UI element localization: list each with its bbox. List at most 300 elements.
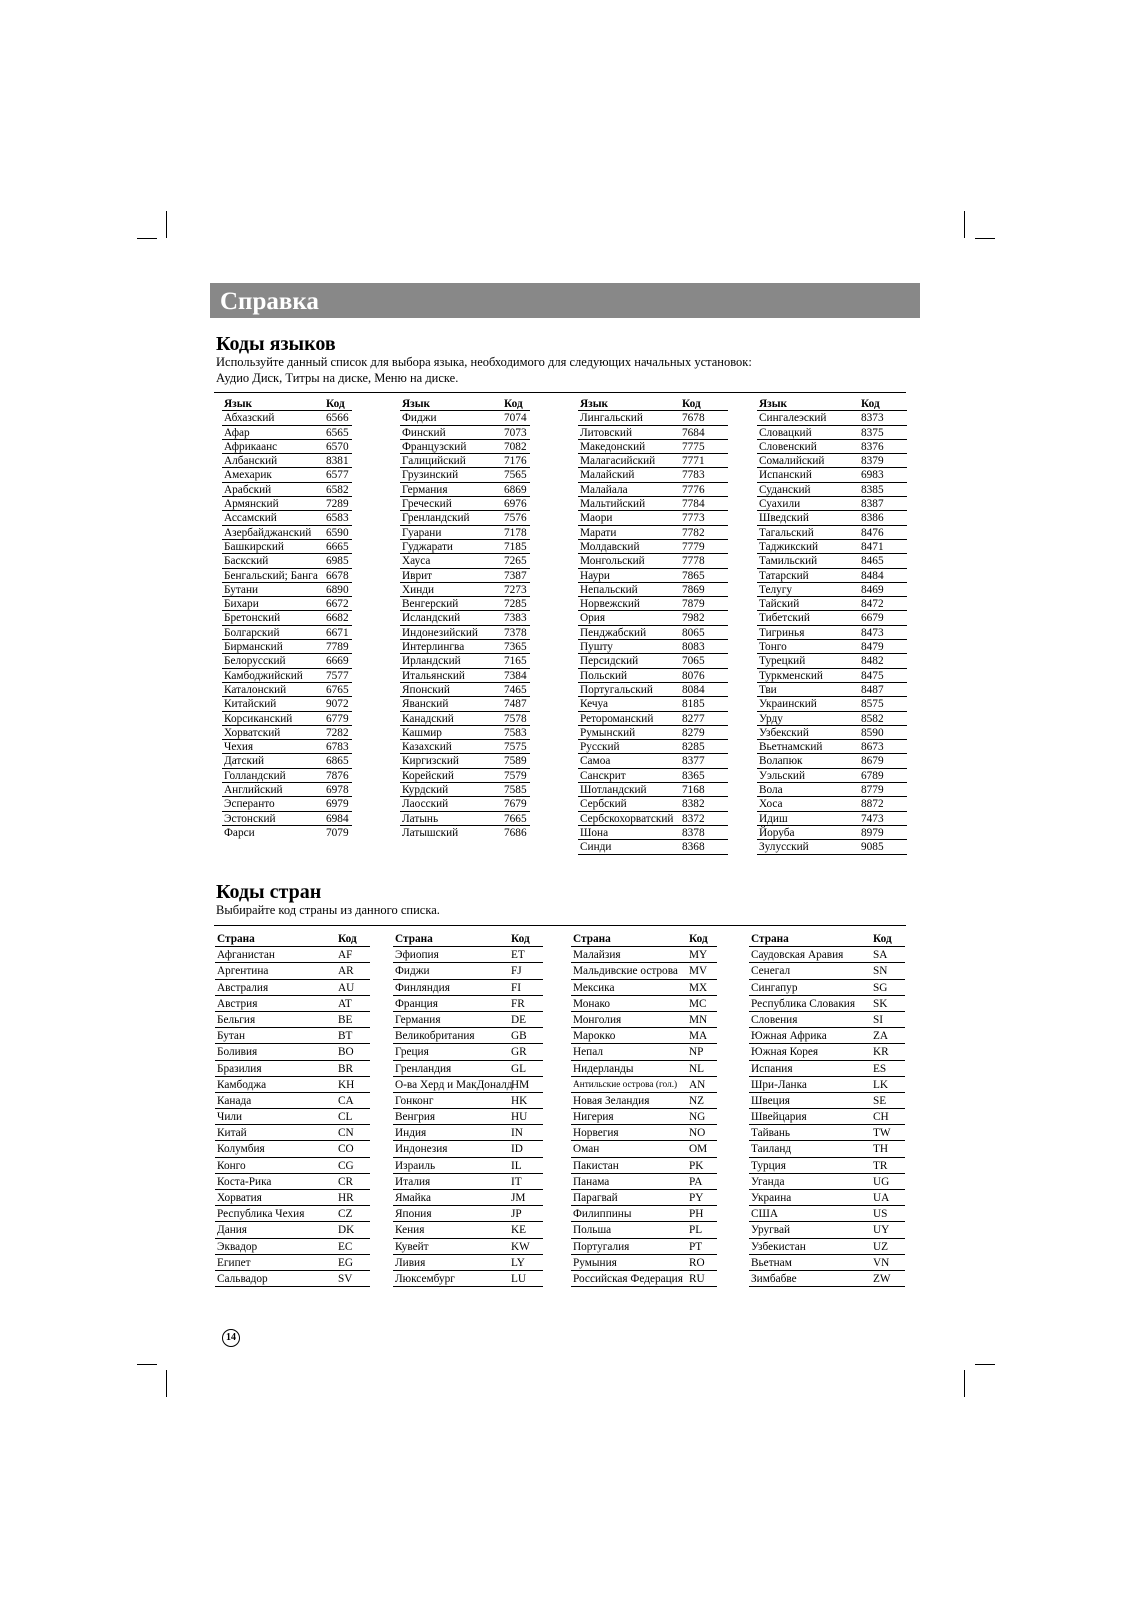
- row-code: 8487: [861, 683, 884, 696]
- row-name: Румынский: [580, 726, 636, 739]
- row-name: Израиль: [395, 1159, 436, 1172]
- row-name: Эстонский: [224, 812, 276, 825]
- row-name: Саудовская Аравия: [751, 949, 844, 962]
- row-name: Словения: [751, 1013, 798, 1026]
- row-code: 6577: [326, 469, 349, 482]
- table-row: [578, 697, 728, 711]
- table-row: [215, 1190, 370, 1206]
- column-header-name: Страна: [395, 933, 433, 945]
- row-code: SN: [873, 965, 888, 978]
- table-row: [571, 1141, 717, 1157]
- row-code: CZ: [338, 1208, 353, 1221]
- row-name: Непал: [573, 1046, 603, 1059]
- row-code: 8590: [861, 726, 884, 739]
- table-row: [578, 626, 728, 640]
- table-row: [578, 769, 728, 783]
- table-row: [215, 1239, 370, 1255]
- table-row: [571, 947, 717, 963]
- table-row: [222, 683, 352, 697]
- row-name: Южная Корея: [751, 1046, 819, 1059]
- row-code: 7168: [682, 784, 705, 797]
- row-code: TR: [873, 1159, 888, 1172]
- table-row: [222, 697, 352, 711]
- row-code: VN: [873, 1256, 890, 1269]
- row-name: Франция: [395, 997, 438, 1010]
- row-code: 7779: [682, 540, 705, 553]
- row-code: BO: [338, 1046, 354, 1059]
- row-code: 8385: [861, 483, 884, 496]
- row-name: Японский: [402, 683, 450, 696]
- table-row: [393, 963, 543, 979]
- row-name: Турецкий: [759, 655, 806, 668]
- table-row: [400, 712, 530, 726]
- column-header-name: Страна: [217, 933, 255, 945]
- row-name: Дания: [217, 1224, 248, 1237]
- row-name: Кечуа: [580, 698, 609, 711]
- row-name: Лингальский: [580, 412, 643, 425]
- table-row: [400, 769, 530, 783]
- row-name: Синди: [580, 841, 612, 854]
- row-name: Австрия: [217, 997, 258, 1010]
- row-name: Российская Федерация: [573, 1272, 683, 1285]
- row-code: 6779: [326, 712, 349, 725]
- row-code: 6985: [326, 555, 349, 568]
- row-name: Шона: [580, 826, 609, 839]
- row-code: GR: [511, 1046, 527, 1059]
- row-code: 7865: [682, 569, 705, 582]
- language-codes-intro-line1: Используйте данный список для выбора языка, необходимого для следующих начальных установок:: [216, 355, 752, 369]
- row-name: Урду: [759, 712, 783, 725]
- row-code: PT: [689, 1240, 703, 1253]
- table-row: [393, 1061, 543, 1077]
- row-name: Мальтийский: [580, 498, 646, 511]
- table-row: [749, 1061, 905, 1077]
- row-code: 8365: [682, 769, 705, 782]
- row-code: LY: [511, 1256, 525, 1269]
- row-code: 8376: [861, 440, 884, 453]
- table-row: [757, 426, 907, 440]
- row-name: Хинди: [402, 583, 435, 596]
- row-code: 8472: [861, 598, 884, 611]
- row-name: Башкирский: [224, 540, 284, 553]
- row-code: 7065: [682, 655, 705, 668]
- table-row: [222, 611, 352, 625]
- column-header-name: Язык: [224, 398, 253, 410]
- row-name: Галицийский: [402, 455, 466, 468]
- row-name: Антильские острова (гол.): [573, 1079, 678, 1090]
- row-code: JM: [511, 1192, 526, 1204]
- row-code: 6983: [861, 469, 884, 482]
- row-code: 7776: [682, 483, 705, 496]
- table-row: [400, 497, 530, 511]
- table-row: [222, 468, 352, 482]
- table-row: [222, 569, 352, 583]
- table-row: [757, 626, 907, 640]
- row-code: 7577: [326, 669, 349, 682]
- table-row: [571, 1174, 717, 1190]
- row-code: 6678: [326, 569, 349, 582]
- table-row: [749, 1093, 905, 1109]
- row-code: JP: [511, 1208, 522, 1221]
- row-name: Бельгия: [217, 1013, 256, 1026]
- row-code: 8076: [682, 669, 705, 682]
- table-row: [215, 1206, 370, 1222]
- table-row: [393, 1044, 543, 1060]
- row-name: Канада: [217, 1094, 252, 1107]
- row-name: Малайский: [580, 469, 635, 482]
- row-code: BR: [338, 1062, 354, 1075]
- table-row: [393, 1093, 543, 1109]
- row-code: 8083: [682, 641, 705, 654]
- row-code: 7289: [326, 498, 349, 511]
- row-code: 6682: [326, 612, 349, 625]
- row-code: 7074: [504, 412, 527, 425]
- table-row: [571, 963, 717, 979]
- row-name: Пакистан: [573, 1159, 619, 1172]
- row-name: Фиджи: [395, 965, 430, 978]
- row-code: OM: [689, 1143, 708, 1156]
- table-row: [749, 947, 905, 963]
- row-code: 8377: [682, 755, 705, 768]
- row-name: Армянский: [224, 498, 279, 511]
- column-header: [393, 931, 543, 947]
- row-code: 7679: [504, 798, 527, 811]
- row-name: Албанский: [224, 455, 278, 468]
- row-code: 8779: [861, 784, 884, 797]
- row-code: EG: [338, 1256, 354, 1269]
- table-row: [757, 454, 907, 468]
- row-name: Венгерский: [402, 598, 459, 611]
- row-name: Португалия: [573, 1240, 630, 1253]
- row-code: ET: [511, 949, 525, 962]
- row-name: Африкаанс: [224, 440, 278, 453]
- row-code: 7784: [682, 498, 705, 511]
- table-row: [393, 947, 543, 963]
- column-header: [757, 397, 907, 411]
- row-name: Молдавский: [580, 540, 640, 553]
- table-row: [222, 540, 352, 554]
- row-name: Болгарский: [224, 626, 280, 639]
- row-name: Тибетский: [759, 612, 810, 625]
- table-row: [400, 554, 530, 568]
- row-name: Португальский: [580, 683, 653, 696]
- table-row: [393, 996, 543, 1012]
- table-row: [222, 497, 352, 511]
- row-name: Гренландия: [395, 1062, 452, 1075]
- table-row: [749, 1239, 905, 1255]
- table-row: [393, 1077, 543, 1093]
- row-name: Норвегия: [573, 1127, 619, 1140]
- table-row: [578, 468, 728, 482]
- table-row: [400, 669, 530, 683]
- lang-column: [578, 397, 728, 855]
- row-name: Тайвань: [751, 1127, 791, 1140]
- table-row: [400, 483, 530, 497]
- table-row: [222, 783, 352, 797]
- row-name: Тигринья: [759, 626, 805, 639]
- row-code: HK: [511, 1094, 528, 1107]
- row-code: 8979: [861, 826, 884, 839]
- row-code: 7165: [504, 655, 527, 668]
- row-name: Фиджи: [402, 412, 437, 425]
- table-row: [215, 1028, 370, 1044]
- row-name: Чили: [217, 1111, 243, 1124]
- row-code: 7265: [504, 555, 527, 568]
- table-row: [571, 1077, 717, 1093]
- row-code: 6765: [326, 683, 349, 696]
- row-name: Арабский: [224, 483, 272, 496]
- table-row: [222, 554, 352, 568]
- row-code: 9072: [326, 698, 349, 711]
- table-row: [578, 440, 728, 454]
- header-banner: [210, 283, 920, 318]
- table-row: [222, 454, 352, 468]
- row-name: Хауса: [402, 555, 431, 568]
- table-row: [749, 1255, 905, 1271]
- table-row: [749, 1141, 905, 1157]
- row-name: Чехия: [224, 741, 254, 754]
- table-row: [749, 963, 905, 979]
- row-name: Гуджарати: [402, 540, 453, 553]
- row-code: 7778: [682, 555, 705, 568]
- row-code: 7285: [504, 598, 527, 611]
- row-name: Марати: [580, 526, 617, 539]
- row-code: 8575: [861, 698, 884, 711]
- row-code: RU: [689, 1272, 705, 1285]
- table-row: [578, 426, 728, 440]
- row-code: 8277: [682, 712, 705, 725]
- row-code: 7365: [504, 641, 527, 654]
- row-code: 6566: [326, 412, 349, 425]
- table-row: [393, 1028, 543, 1044]
- table-row: [571, 1190, 717, 1206]
- table-row: [757, 569, 907, 583]
- table-row: [757, 840, 907, 854]
- row-code: ES: [873, 1062, 887, 1075]
- row-code: PY: [689, 1192, 704, 1204]
- table-row: [749, 1206, 905, 1222]
- row-name: Уругвай: [751, 1224, 791, 1237]
- table-row: [571, 1044, 717, 1060]
- crop-mark: [964, 1370, 965, 1397]
- row-name: Монголия: [573, 1013, 622, 1026]
- row-name: Сингалеэский: [759, 412, 827, 425]
- row-name: Китай: [217, 1127, 247, 1140]
- row-name: Великобритания: [395, 1030, 475, 1043]
- row-code: FJ: [511, 965, 522, 978]
- row-name: Боливия: [217, 1046, 258, 1059]
- row-name: Самоа: [580, 755, 611, 768]
- language-codes-intro-line2: Аудио Диск, Титры на диске, Меню на диске.: [216, 371, 459, 385]
- table-row: [757, 597, 907, 611]
- row-code: 8471: [861, 540, 884, 553]
- row-code: KR: [873, 1046, 889, 1059]
- table-row: [578, 812, 728, 826]
- row-code: 8084: [682, 683, 705, 696]
- row-name: Бенгальский; Банга: [224, 569, 318, 582]
- row-name: Панама: [573, 1175, 610, 1188]
- row-name: Итальянский: [402, 669, 465, 682]
- table-row: [393, 980, 543, 996]
- row-name: Гуарани: [402, 526, 442, 539]
- ctry-column: [393, 931, 543, 1287]
- table-row: [578, 411, 728, 425]
- table-row: [571, 1158, 717, 1174]
- page-title: Справка: [220, 288, 319, 315]
- row-code: MY: [689, 949, 708, 962]
- table-row: [400, 697, 530, 711]
- table-row: [215, 1109, 370, 1125]
- row-code: RO: [689, 1256, 705, 1269]
- table-row: [578, 526, 728, 540]
- row-code: BE: [338, 1013, 353, 1026]
- column-header: [215, 931, 370, 947]
- row-name: Азербайджанский: [224, 526, 312, 539]
- row-name: Сомалийский: [759, 455, 825, 468]
- row-name: Тайский: [759, 598, 800, 611]
- ctry-column: [749, 931, 905, 1287]
- row-name: Греческий: [402, 498, 452, 511]
- table-row: [578, 597, 728, 611]
- row-code: 8673: [861, 741, 884, 754]
- row-name: Германия: [395, 1013, 441, 1026]
- table-row: [571, 996, 717, 1012]
- row-code: UG: [873, 1175, 890, 1188]
- table-row: [757, 411, 907, 425]
- column-header: [400, 397, 530, 411]
- row-code: 8285: [682, 741, 705, 754]
- row-name: Тагальский: [759, 526, 814, 539]
- row-code: 8386: [861, 512, 884, 525]
- table-row: [757, 554, 907, 568]
- row-name: Непальский: [580, 583, 638, 596]
- row-name: Фарси: [224, 826, 255, 839]
- table-row: [757, 483, 907, 497]
- table-row: [215, 1061, 370, 1077]
- row-name: Казахский: [402, 741, 452, 754]
- row-name: Новая Зеландия: [573, 1094, 650, 1107]
- row-code: 8382: [682, 798, 705, 811]
- table-row: [571, 1206, 717, 1222]
- table-row: [578, 826, 728, 840]
- table-row: [400, 812, 530, 826]
- row-name: Словенский: [759, 440, 817, 453]
- row-name: Пушту: [580, 641, 613, 654]
- row-name: Норвежский: [580, 598, 640, 611]
- row-name: Ямайка: [395, 1192, 431, 1204]
- row-code: 8482: [861, 655, 884, 668]
- page-number: 14: [222, 1329, 240, 1347]
- column-header-name: Язык: [580, 398, 609, 410]
- column-header-code: Код: [326, 398, 345, 410]
- row-name: Курдский: [402, 784, 449, 797]
- row-name: Бирманский: [224, 641, 283, 654]
- row-code: EC: [338, 1240, 353, 1253]
- row-code: 8375: [861, 426, 884, 439]
- row-name: Шотландский: [580, 784, 647, 797]
- row-name: Эфиопия: [395, 949, 439, 962]
- row-name: Зулусский: [759, 841, 809, 854]
- column-header: [749, 931, 905, 947]
- row-code: TW: [873, 1127, 891, 1140]
- row-code: 6783: [326, 741, 349, 754]
- lang-column: [757, 397, 907, 855]
- row-code: 7383: [504, 612, 527, 625]
- row-code: NZ: [689, 1094, 705, 1107]
- row-code: 8279: [682, 726, 705, 739]
- table-row: [578, 712, 728, 726]
- table-row: [749, 1174, 905, 1190]
- table-row: [578, 754, 728, 768]
- row-name: Афар: [224, 426, 250, 439]
- row-code: ZW: [873, 1272, 891, 1285]
- table-row: [222, 726, 352, 740]
- table-row: [749, 1125, 905, 1141]
- ctry-column: [215, 931, 370, 1287]
- row-code: 7686: [504, 826, 527, 839]
- row-code: ZA: [873, 1030, 889, 1043]
- table-row: [749, 1012, 905, 1028]
- column-header-name: Страна: [573, 933, 611, 945]
- row-code: TH: [873, 1143, 889, 1156]
- row-code: 6671: [326, 626, 349, 639]
- table-row: [757, 468, 907, 482]
- row-code: US: [873, 1208, 888, 1221]
- table-row: [400, 783, 530, 797]
- row-code: KE: [511, 1224, 527, 1237]
- row-code: CG: [338, 1159, 354, 1172]
- language-codes-title: Коды языков: [216, 333, 336, 355]
- crop-mark: [137, 1364, 157, 1365]
- row-name: Республика Словакия: [751, 997, 856, 1010]
- row-code: IL: [511, 1159, 522, 1172]
- row-code: 8679: [861, 755, 884, 768]
- table-row: [222, 426, 352, 440]
- row-name: Английский: [224, 784, 283, 797]
- row-name: Ассамский: [224, 512, 277, 525]
- row-code: 7773: [682, 512, 705, 525]
- table-row: [749, 1222, 905, 1238]
- table-row: [393, 1222, 543, 1238]
- row-code: 7982: [682, 612, 705, 625]
- row-code: 6570: [326, 440, 349, 453]
- row-name: Исландский: [402, 612, 461, 625]
- row-code: CO: [338, 1143, 354, 1156]
- row-code: 8378: [682, 826, 705, 839]
- row-name: Таиланд: [751, 1143, 792, 1156]
- row-code: LU: [511, 1272, 527, 1285]
- table-row: [571, 1109, 717, 1125]
- table-row: [400, 640, 530, 654]
- row-name: Малайала: [580, 483, 628, 496]
- table-row: [393, 1255, 543, 1271]
- row-name: Люксембург: [395, 1272, 455, 1285]
- row-name: Кувейт: [395, 1240, 429, 1253]
- row-name: Сербскохорватский: [580, 812, 674, 825]
- table-row: [393, 1109, 543, 1125]
- row-name: Киргизский: [402, 755, 459, 768]
- column-header-code: Код: [861, 398, 880, 410]
- table-row: [215, 1158, 370, 1174]
- row-name: Испания: [751, 1062, 793, 1075]
- row-code: 7583: [504, 726, 527, 739]
- row-name: Ретороманский: [580, 712, 654, 725]
- table-row: [393, 1239, 543, 1255]
- table-row: [215, 1141, 370, 1157]
- row-name: Хорватский: [224, 726, 281, 739]
- row-name: Латынь: [402, 812, 439, 825]
- row-name: Бихари: [224, 598, 259, 611]
